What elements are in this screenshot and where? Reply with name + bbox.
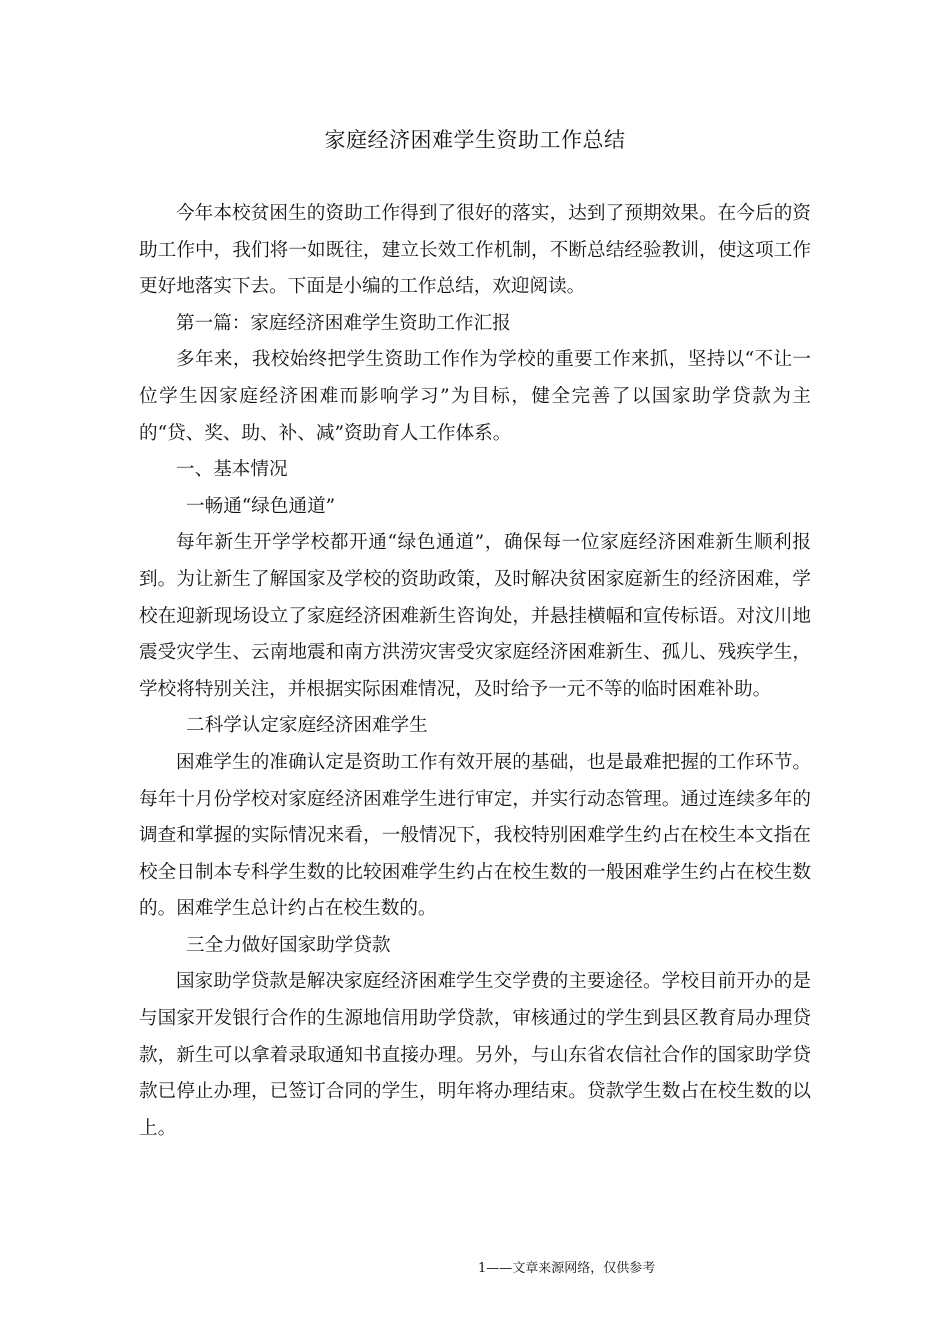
subheading-green-channel: 一畅通“绿色通道” bbox=[186, 495, 336, 517]
page-footer: 1——文章来源网络，仅供参考 bbox=[478, 1261, 656, 1276]
document-title: 家庭经济困难学生资助工作总结 bbox=[324, 128, 626, 152]
paragraph-student-loans: 国家助学贷款是解决家庭经济困难学生交学费的主要途径。学校目前开办的是与国家开发银行合作的生源地信用助学贷款，审核通过的学生到县区教育局办理贷款，新生可以拿着录取通知书直接办理。另外，与山东省农信社合作的国家助学贷款已停止办理，已签订合同的学生，明年将办理结束。贷款学生数占在校生数的以上。 bbox=[139, 971, 811, 1139]
document-body bbox=[139, 196, 811, 1147]
section-heading-part-one: 第一篇：家庭经济困难学生资助工作汇报 bbox=[176, 312, 511, 334]
section-heading-basic: 一、基本情况 bbox=[176, 459, 288, 481]
paragraph-identification: 困难学生的准确认定是资助工作有效开展的基础，也是最难把握的工作环节。每年十月份学校对家庭经济困难学生进行审定，并实行动态管理。通过连续多年的调查和掌握的实际情况来看，一般情况下，我校特别困难学生约占在校生本文指在校全日制本专科学生数的比较困难学生约占在校生数的一般困难学生约占在校生数的。困难学生总计约占在校生数的。 bbox=[139, 751, 811, 920]
intro-paragraph: 今年本校贫困生的资助工作得到了很好的落实，达到了预期效果。在今后的资助工作中，我们将一如既往，建立长效工作机制，不断总结经验教训，使这项工作更好地落实下去。下面是小编的工作总结，欢迎阅读。 bbox=[139, 203, 811, 298]
subheading-student-loans: 三全力做好国家助学贷款 bbox=[186, 934, 391, 956]
subheading-identification: 二科学认定家庭经济困难学生 bbox=[186, 715, 428, 737]
paragraph-overview: 多年来，我校始终把学生资助工作作为学校的重要工作来抓，坚持以“不让一位学生因家庭经济困难而影响学习”为目标，健全完善了以国家助学贷款为主的“贷、奖、助、补、减”资助育人工作体系。 bbox=[139, 349, 811, 444]
paragraph-green-channel: 每年新生开学学校都开通“绿色通道”，确保每一位家庭经济困难新生顺利报到。为让新生了解国家及学校的资助政策，及时解决贫困家庭新生的经济困难，学校在迎新现场设立了家庭经济困难新生咨询处，并悬挂横幅和宣传标语。对汶川地震受灾学生、云南地震和南方洪涝灾害受灾家庭经济困难新生、孤儿、残疾学生，学校将特别关注，并根据实际困难情况，及时给予一元不等的临时困难补助。 bbox=[139, 532, 811, 700]
